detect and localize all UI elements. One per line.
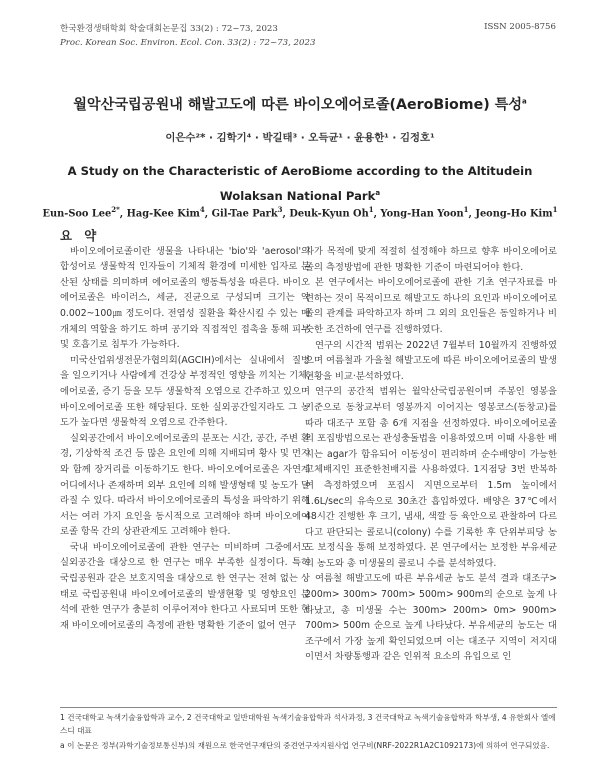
left-column — [60, 228, 310, 633]
right-column — [305, 244, 557, 665]
author-en: Deuk-Kyun Oh — [289, 208, 369, 220]
journal-citation-ko: 한국환경생태학회 학술대회논문집 33(2) : 72~73, 2023 — [60, 24, 278, 34]
author-en-affiliation: 4 — [199, 205, 205, 214]
body-paragraph: 미국산업위생전문가협의회(AGCIH)에서는 실내에서 질병을 일으키거나 사람에게 건강상 부정적인 영향을 끼치는 기체, 에어로졸, 증기 등을 모두 생물학적 오염으로 간주하고 있으며 바이오에어로졸 또한 해당된다. 또한 실외공간일지라도 그 농도가 높다면 생물학적 오염으로 간주한다. — [60, 354, 310, 429]
author-en-affiliation: 2* — [111, 205, 120, 214]
body-paragraph: 연구의 시간적 범위는 2022년 7월부터 10월까지 진행하였으며 여름철과 가을철 해발고도에 따른 바이오에어로졸의 발생현황을 비교·분석하였다. — [305, 339, 557, 382]
authors-english: Eun-Soo Lee$^{2*}$, Hag-Kee Kim$^4$, Gil-Tae Park$^3$, Deuk-Kyun Oh$^1$, Yong-Han Yoon$^1$, Jeong-Ho Kim$^1$ — [42, 205, 558, 220]
title-english-line2-text: Wolaksan National Park — [219, 188, 376, 203]
author-en: Jeong-Ho Kim — [475, 208, 553, 220]
issn: ISSN 2005-8756 — [484, 22, 556, 32]
title-korean-text: 월악산국립공원내 해발고도에 따른 바이오에어로졸(AeroBiome) 특성 — [73, 97, 523, 113]
author-en: Hag-Kee Kim — [126, 208, 200, 220]
body-paragraph: 바이오에어로졸이란 생물을 나타내는 'bio'와 'aerosol'의 합성어로 생물학적 인자들이 기체적 환경에 미세한 입자로 분산된 상태를 의미하며 에어로졸의 행동특성을 따른다. 바이오에어로졸은 바이러스, 세균, 진균으로 구성되며 크기는 약 0.002~100㎛ 정도이다. 전염성 질환을 확산시킬 수 있는 매개체의 역할을 하기도 하며 공기와 직접적인 접촉을 통해 피부 및 호흡기로 침투가 가능하다. — [60, 245, 310, 351]
title-english-line2 — [0, 182, 600, 207]
authors-korean: 이은수²* · 김학기⁴ · 박길태³ · 오득균¹ · 윤용한¹ · 김정호¹ — [165, 132, 435, 144]
author-en-affiliation: 1 — [463, 205, 469, 214]
body-paragraph: 여름철 해발고도에 따른 부유세균 농도 분석 결과 대조구> 200m> 300m> 700m> 500m> 900m의 순으로 높게 나타났고, 총 미생물 수는 300m> 200m> 0m> 900m> 700m> 500m 순으로 높게 나타났다. 부유세균의 농도는 대조구에서 가장 높게 확인되었으며 이는 대조구 지역이 저지대이면서 차량통행과 같은 인위적 요소의 유입으로 인 — [305, 573, 557, 663]
title-english-line1: A Study on the Characteristic of AeroBiome according to the Altitudein — [67, 164, 533, 178]
title-korean-footnote-mark: a — [522, 97, 527, 106]
author-en-affiliation: 3 — [277, 205, 283, 214]
title-korean — [0, 94, 600, 114]
body-paragraph: 국내 바이오에어로졸에 관한 연구는 미비하며 그중에서도 실외공간을 대상으로 한 연구는 매우 부족한 실정이다. 특히 국립공원과 같은 보호지역을 대상으로 한 연구는 전혀 없는 상태로 국립공원내 바이오에어로졸의 발생현황 및 영향요인 분석에 관한 연구가 충분히 이루어져야 한다고 사료되며 또한 현재 바이오에어로졸의 측정에 관한 명확한 기준이 없어 연구 — [60, 541, 310, 631]
body-paragraph: 본 연구에서는 바이오에어로졸에 관한 기초 연구자료를 마련하는 것이 목적이므로 해발고도 하나의 요인과 바이오에어로졸의 관계를 파악하고자 하며 그 외의 요인들은 동일하거나 비슷한 조건하에 연구를 진행하였다. — [305, 277, 557, 335]
author-en: Gil-Tae Park — [211, 208, 278, 220]
author-en: Eun-Soo Lee — [42, 208, 112, 220]
body-paragraph: 자가 목적에 맞게 적절히 설정해야 하므로 향후 바이오에어로졸의 측정방법에 관한 명확한 기준이 마련되어야 한다. — [305, 246, 557, 273]
footnote-affiliations: 1 건국대학교 녹색기술융합학과 교수, 2 건국대학교 일반대학원 녹색기술융합학과 석사과정, 3 건국대학교 녹색기술융합학과 학부생, 4 유한회사 엘에스디 대표 — [60, 713, 556, 735]
title-english-footnote-mark: a — [375, 189, 381, 197]
footnote-funding: a 이 논문은 정부(과학기술정보통신부)의 재원으로 한국연구재단의 중견연구자지원사업 연구비(NRF-2022R1A2C1092173)에 의하여 연구되었음. — [60, 741, 550, 750]
journal-header — [60, 22, 315, 50]
author-en-affiliation: 1 — [552, 205, 558, 214]
journal-citation-en: Proc. Korean Soc. Environ. Ecol. Con. 33(2) : 72~73, 2023 — [60, 38, 316, 48]
body-paragraph: 연구의 공간적 범위는 월악산국립공원이며 주봉인 영봉을 기준으로 동창교부터 영봉까지 이어지는 영봉코스(동창교)를 따라 대조구 포함 총 6개 지점을 선정하였다. 바이오에어로졸의 포집방법으로는 관성충돌법을 이용하였으며 이때 사용한 배지는 agar가 함유되어 이동성이 편리하며 순수배양이 가능한 고체배지인 표준한천배지를 사용하였다. 1지점당 3번 반복하여 측정하였으며 포집시 지면으로부터 1.5m 높이에서 1.6L/sec의 유속으로 30초간 흡입하였다. 배양은 37℃에서 48시간 진행한 후 크기, 냄새, 색깔 등 육안으로 관찰하여 다르다고 판단되는 콜로니(colony) 수를 기록한 후 단위부피당 농도 보정식을 통해 보정하였다. 본 연구에서는 보정한 부유세균의 농도와 총 미생물의 콜로니 수를 분석하였다. — [305, 386, 557, 569]
author-en: Yong-Han Yoon — [380, 208, 464, 220]
abstract-heading: 요 약 — [60, 228, 101, 243]
footnote-divider — [60, 707, 557, 708]
author-en-affiliation: 1 — [368, 205, 374, 214]
body-paragraph: 실외공간에서 바이오에어로졸의 분포는 시간, 공간, 주변 환경, 기상학적 조건 등 많은 요인에 의해 지배되며 황사 및 먼지와 함께 장거리를 이동하기도 한다. 바이오에어로졸은 자연계 어디에서나 존재하며 외부 요인에 의해 발생형태 및 농도가 달라질 수 있다. 따라서 바이오에어로졸의 특성을 파악하기 위해서는 여러 가지 요인을 동시적으로 고려해야 하며 바이오에어로졸 항목 간의 상관관계도 고려해야 한다. — [60, 432, 310, 538]
title-english — [0, 160, 600, 207]
